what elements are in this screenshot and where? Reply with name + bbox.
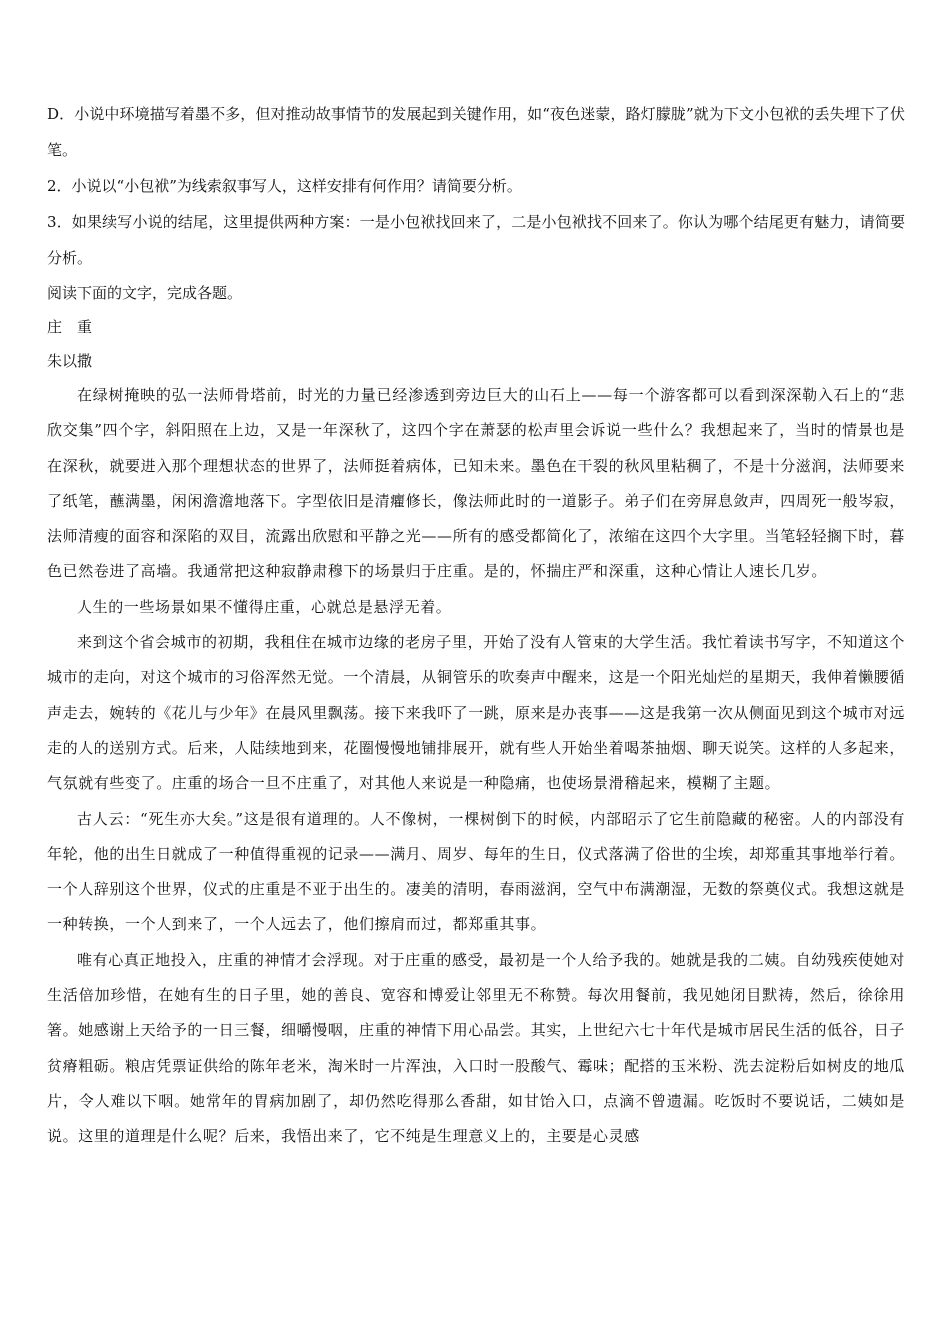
article-paragraph-3: 来到这个省会城市的初期，我租住在城市边缘的老房子里，开始了没有人管束的大学生活。我忙着读书写字，不知道这个城市的走向，对这个城市的习俗浑然无觉。一个清晨，从铜管乐的吹奏声中醒来，这是一个阳光灿烂的星期天，我伸着懒腰循声走去，婉转的《花儿与少年》在晨风里飘荡。接下来我吓了一跳，原来是办丧事——这是我第一次从侧面见到这个城市对远走的人的送别方式。后来，人陆续地到来，花圈慢慢地铺排展开，就有些人开始坐着喝茶抽烟、聊天说笑。这样的人多起来，气氛就有些变了。庄重的场合一旦不庄重了，对其他人来说是一种隐痛，也使场景滑稽起来，模糊了主题。 (47, 633, 906, 793)
article-paragraph-4: 古人云：“死生亦大矣。”这是很有道理的。人不像树，一棵树倒下的时候，内部昭示了它生前隐藏的秘密。人的内部没有年轮，他的出生日就成了一种值得重视的记录——满月、周岁、每年的生日，仪式落满了俗世的尘埃，却郑重其事地举行着。一个人辞别这个世界，仪式的庄重是不亚于出生的。凄美的清明，春雨滋润，空气中布满潮湿，无数的祭奠仪式。我想这就是一种转换，一个人到来了，一个人远去了，他们擦肩而过，都郑重其事。 (47, 809, 906, 934)
article-paragraph-2: 人生的一些场景如果不懂得庄重，心就总是悬浮无着。 (77, 597, 452, 616)
article-paragraph-1: 在绿树掩映的弘一法师骨塔前，时光的力量已经渗透到旁边巨大的山石上——每一个游客都可以看到深深勒入石上的“悲欣交集”四个字，斜阳照在上边，又是一年深秋了，这四个字在萧瑟的松声里会诉说一些什么？我想起来了，当时的情景也是在深秋，就要进入那个理想状态的世界了，法师挺着病体，已知未来。墨色在干裂的秋风里粘稠了，不是十分滋润，法师要来了纸笔，蘸满墨，闲闲澹澹地落下。字型依旧是清癯修长，像法师此时的一道影子。弟子们在旁屏息敛声，四周死一般岑寂，法师清瘦的面容和深陷的双目，流露出欣慰和平静之光——所有的感受都简化了，浓缩在这四个大字里。当笔轻轻搁下时，暮色已然卷进了高墙。我通常把这种寂静肃穆下的场景归于庄重。是的，怀揣庄严和深重，这种心情让人速长几岁。 (47, 386, 906, 581)
question-3: 3．如果续写小说的结尾，这里提供两种方案：一是小包袱找回来了，二是小包袱找不回来了。你认为哪个结尾更有魅力，请简要分析。 (47, 213, 905, 267)
article-title: 庄 重 (47, 318, 93, 336)
article-paragraph-5: 唯有心真正地投入，庄重的神情才会浮现。对于庄重的感受，最初是一个人给予我的。她就是我的二姨。自幼残疾使她对生活倍加珍惜，在她有生的日子里，她的善良、宽容和博爱让邻里无不称赞。每次用餐前，我见她闭目默祷，然后，徐徐用箸。她感谢上天给予的一日三餐，细嚼慢咽，庄重的神情下用心品尝。其实，上世纪六七十年代是城市居民生活的低谷，日子贫瘠粗砺。粮店凭票证供给的陈年老米，淘米时一片浑浊，入口时一股酸气、霉味；配搭的玉米粉、洗去淀粉后如树皮的地瓜片，令人难以下咽。她常年的胃病加剧了，却仍然吃得那么香甜，如甘饴入口，点滴不曾遗漏。吃饭时不要说话，二姨如是说。这里的道理是什么呢？后来，我悟出来了，它不纯是生理意义上的，主要是心灵感 (47, 950, 906, 1146)
question-1-option-d: D．小说中环境描写着墨不多，但对推动故事情节的发展起到关键作用，如“夜色迷蒙，路灯朦胧”就为下文小包袱的丢失埋下了伏笔。 (47, 105, 905, 159)
page-content (47, 96, 905, 1155)
question-2: 2．小说以“小包袱”为线索叙事写人，这样安排有何作用？请简要分析。 (47, 177, 522, 195)
article-author: 朱以撒 (47, 352, 93, 370)
reading-instruction: 阅读下面的文字，完成各题。 (47, 284, 243, 302)
